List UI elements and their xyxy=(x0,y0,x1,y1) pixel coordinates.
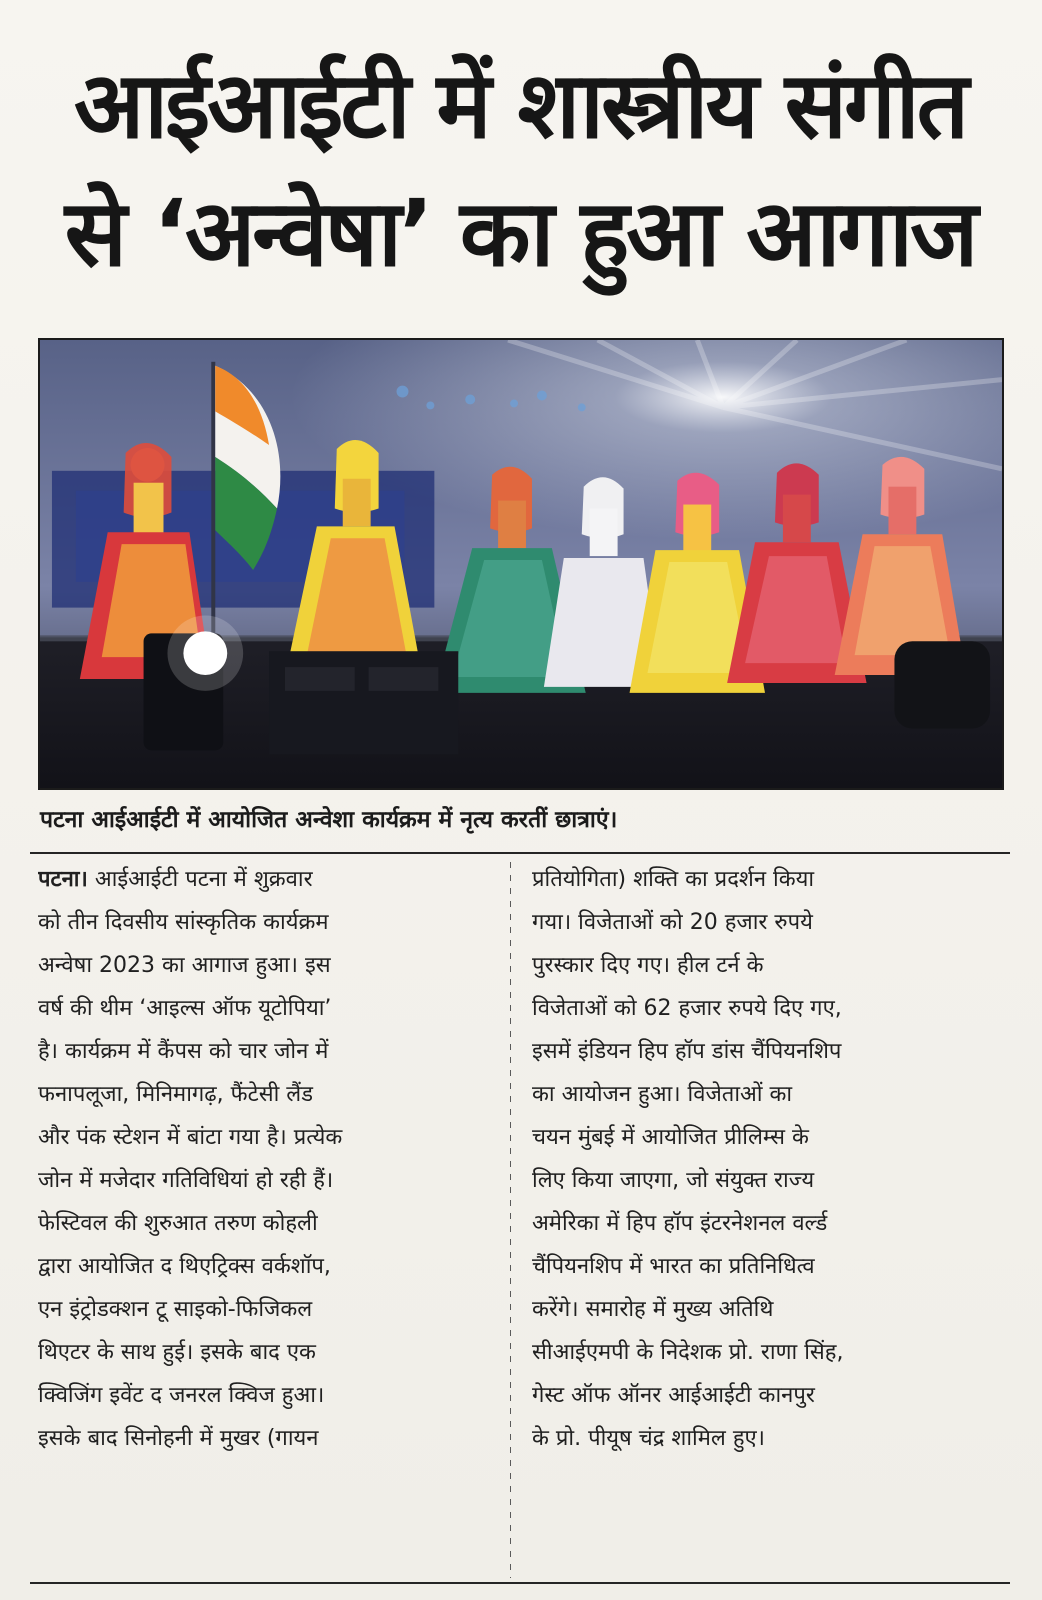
column-divider xyxy=(510,862,511,1578)
stage-illustration xyxy=(40,340,1002,788)
article-line: करेंगे। समारोह में मुख्य अतिथि xyxy=(532,1297,774,1322)
article-line: सीआईएमपी के निदेशक प्रो. राणा सिंह, xyxy=(532,1340,844,1365)
article-line: विजेताओं को 62 हजार रुपये दिए गए, xyxy=(532,996,842,1021)
article-line: को तीन दिवसीय सांस्कृतिक कार्यक्रम xyxy=(38,910,329,935)
bottom-divider xyxy=(30,1582,1010,1584)
article-line: जोन में मजेदार गतिविधियां हो रही हैं। xyxy=(38,1168,334,1193)
article-line: अन्वेषा 2023 का आगाज हुआ। इस xyxy=(38,953,331,978)
article-line: के प्रो. पीयूष चंद्र शामिल हुए। xyxy=(532,1426,766,1451)
article-line: गया। विजेताओं को 20 हजार रुपये xyxy=(532,910,813,935)
article-line: द्वारा आयोजित द थिएट्रिक्स वर्कशॉप, xyxy=(38,1254,331,1279)
article-line: चयन मुंबई में आयोजित प्रीलिम्स के xyxy=(532,1125,809,1150)
article-line: इसके बाद सिनोहनी में मुखर (गायन xyxy=(38,1426,319,1451)
article-line: पुरस्कार दिए गए। हील टर्न के xyxy=(532,953,764,978)
caption-divider xyxy=(30,852,1010,854)
article-line: इसमें इंडियन हिप हॉप डांस चैंपियनशिप xyxy=(532,1039,842,1064)
dateline: पटना। xyxy=(38,867,88,892)
article-column-left xyxy=(38,858,488,1460)
article-line: वर्ष की थीम ‘आइल्स ऑफ यूटोपिया’ xyxy=(38,996,332,1021)
dance-performance-photo xyxy=(38,338,1004,790)
article-line: प्रतियोगिता) शक्ति का प्रदर्शन किया xyxy=(532,867,815,892)
article-column-right xyxy=(532,858,982,1460)
article-line: का आयोजन हुआ। विजेताओं का xyxy=(532,1082,793,1107)
article-line-text: आईआईटी पटना में शुक्रवार xyxy=(94,867,313,892)
headline-line-2: से ‘अन्वेषा’ का हुआ आगाज xyxy=(64,180,976,287)
article-line: है। कार्यक्रम में कैंपस को चार जोन में xyxy=(38,1039,329,1064)
article-line: फनापलूजा, मिनिमागढ़, फैंटेसी लैंड xyxy=(38,1082,313,1107)
article-line: फेस्टिवल की शुरुआत तरुण कोहली xyxy=(38,1211,318,1236)
article-line: अमेरिका में हिप हॉप इंटरनेशनल वर्ल्ड xyxy=(532,1211,828,1236)
article-line: लिए किया जाएगा, जो संयुक्त राज्य xyxy=(532,1168,815,1193)
article-line xyxy=(38,858,488,901)
photo-caption: पटना आईआईटी में आयोजित अन्वेशा कार्यक्रम में नृत्य करतीं छात्राएं। xyxy=(40,807,618,833)
article-line: थिएटर के साथ हुई। इसके बाद एक xyxy=(38,1340,316,1365)
article-line: और पंक स्टेशन में बांटा गया है। प्रत्येक xyxy=(38,1125,343,1150)
article-line: क्विजिंग इवेंट द जनरल क्विज हुआ। xyxy=(38,1383,325,1408)
article-line: एन इंट्रोडक्शन टू साइको-फिजिकल xyxy=(38,1297,313,1322)
article-line: गेस्ट ऑफ ऑनर आईआईटी कानपुर xyxy=(532,1383,815,1408)
headline-line-1: आईआईटी में शास्त्रीय संगीत xyxy=(73,52,967,159)
headline xyxy=(40,42,1000,298)
article-line: चैंपियनशिप में भारत का प्रतिनिधित्व xyxy=(532,1254,815,1279)
